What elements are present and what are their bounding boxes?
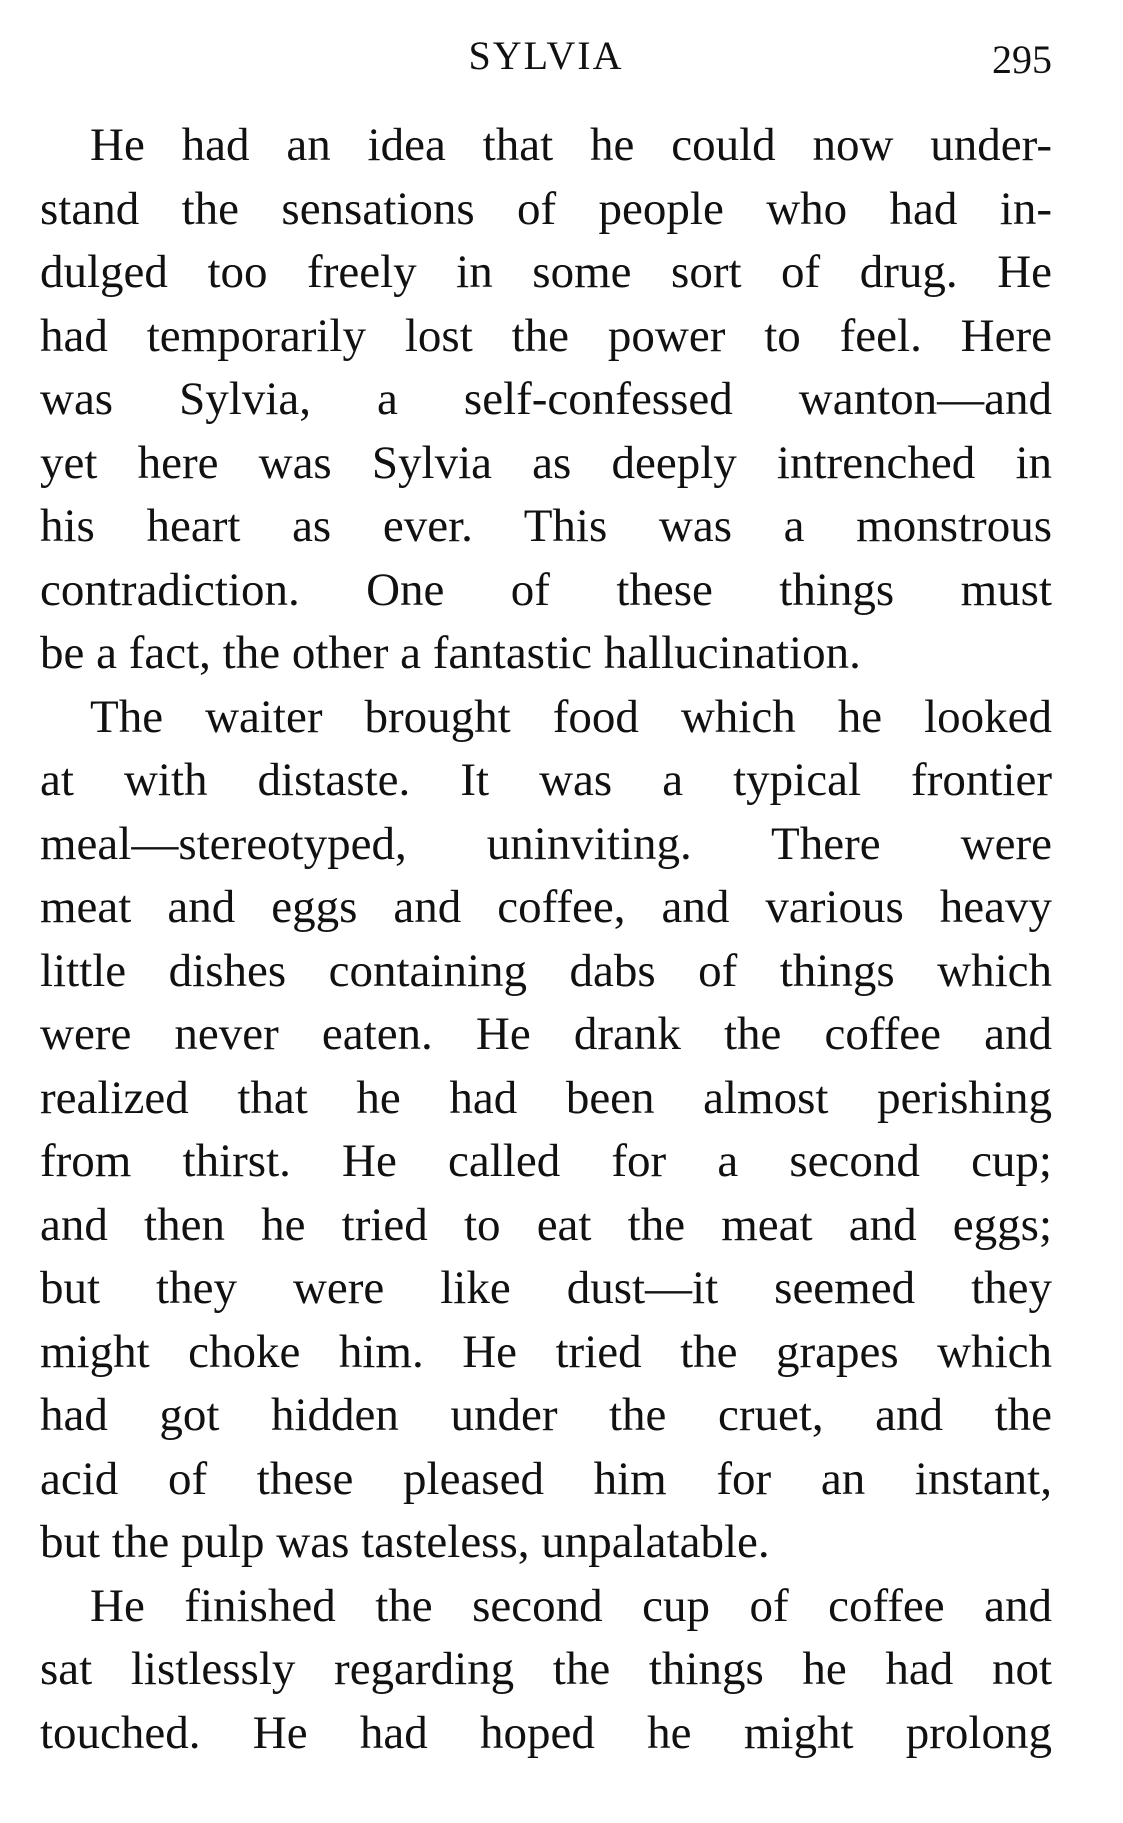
text-line: yet here was Sylvia as deeply intrenched in (40, 436, 1052, 489)
text-line: from thirst. He called for a second cup; (40, 1135, 1052, 1187)
text-line: were never eaten. He drank the coffee and (40, 1008, 1052, 1060)
text-line: had temporarily lost the power to feel. Here (40, 309, 1052, 362)
text-line: at with distaste. It was a typical frontier (40, 754, 1052, 806)
text-line: He finished the second cup of coffee and (90, 1579, 1052, 1632)
text-line: was Sylvia, a self-confessed wanton—and (40, 373, 1052, 425)
text-line: but they were like dust—it seemed they (40, 1262, 1052, 1314)
text-line: contradiction. One of these things must (40, 563, 1052, 616)
text-line: and then he tried to eat the meat and eggs; (40, 1198, 1052, 1251)
text-line: stand the sensations of people who had in- (40, 182, 1052, 235)
page-number: 295 (992, 37, 1052, 82)
text-line: but the pulp was tasteless, unpalatable. (40, 1516, 770, 1568)
text-line: The waiter brought food which he looked (90, 690, 1052, 743)
text-line: sat listlessly regarding the things he had not (40, 1643, 1052, 1695)
running-head (40, 26, 1052, 86)
paragraph-1 (40, 114, 1052, 686)
text-line: meat and eggs and coffee, and various heavy (40, 881, 1052, 933)
text-line: meal—stereotyped, uninviting. There were (40, 817, 1052, 870)
text-line: realized that he had been almost perishing (40, 1071, 1052, 1124)
text-line: touched. He had hoped he might prolong (40, 1706, 1052, 1759)
text-line: little dishes containing dabs of things which (40, 944, 1052, 997)
text-line: be a fact, the other a fantastic hallucination. (40, 627, 861, 679)
text-line: acid of these pleased him for an instant, (40, 1452, 1052, 1505)
paragraph-3 (40, 1575, 1052, 1766)
text-line: had got hidden under the cruet, and the (40, 1389, 1052, 1441)
text-line: dulged too freely in some sort of drug. He (40, 246, 1052, 298)
paragraph-2 (40, 686, 1052, 1575)
text-line: his heart as ever. This was a monstrous (40, 500, 1052, 552)
body-text (40, 114, 1052, 1765)
running-head-title: SYLVIA (468, 33, 624, 78)
text-line: He had an idea that he could now under- (90, 119, 1052, 171)
text-line: might choke him. He tried the grapes which (40, 1325, 1052, 1378)
